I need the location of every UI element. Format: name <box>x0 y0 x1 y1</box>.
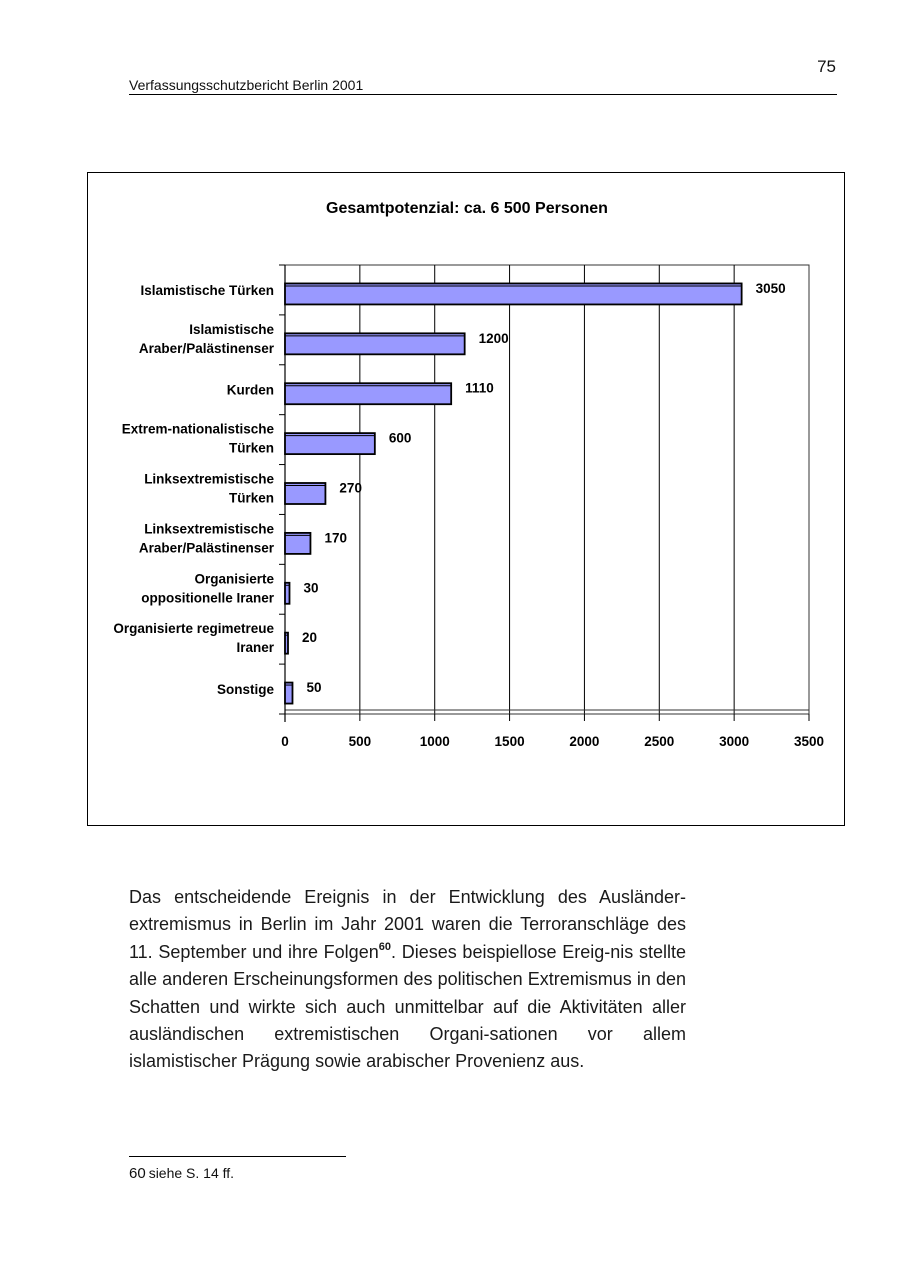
footnote-reference[interactable]: 60 <box>378 940 391 953</box>
bar <box>285 683 292 704</box>
category-label-line: Islamistische <box>189 321 274 337</box>
x-tick-label: 0 <box>281 734 289 749</box>
x-tick-label: 3000 <box>719 734 750 749</box>
chart-frame <box>87 172 845 826</box>
footnote-number: 60 <box>129 1165 146 1182</box>
value-label: 1200 <box>478 330 509 346</box>
category-label-line: Extrem-nationalistische <box>121 421 274 437</box>
value-label: 170 <box>324 530 347 546</box>
category-label-line: Araber/Palästinenser <box>138 340 274 356</box>
category-label <box>122 422 275 456</box>
header-rule <box>129 94 837 95</box>
x-tick-label: 500 <box>348 734 372 749</box>
plot-area <box>285 265 809 714</box>
body-paragraph <box>129 884 686 1076</box>
bar <box>285 333 465 354</box>
category-label-line: Araber/Palästinenser <box>138 540 274 556</box>
category-label <box>141 571 275 605</box>
category-label-line: Türken <box>228 440 274 456</box>
bar <box>285 283 742 304</box>
x-tick-label: 3500 <box>793 734 825 749</box>
paragraph-text-start: Das entscheidende Ereignis in der Entwicklung des Ausländer-extremismus in Berlin im Jahr 2001 waren die Terroranschläge des 11. September und ihre Folgen <box>129 887 686 962</box>
category-label-line: Islamistische Türken <box>140 282 274 298</box>
category-label-line: oppositionelle Iraner <box>141 590 274 606</box>
category-label-line: Organisierte regimetreue <box>113 621 274 637</box>
footnote <box>129 1165 234 1182</box>
page-number: 75 <box>817 57 836 76</box>
category-label <box>140 283 274 298</box>
value-label: 50 <box>306 680 322 696</box>
category-label <box>144 472 274 506</box>
category-label <box>227 383 274 398</box>
bar <box>285 433 375 454</box>
category-label <box>217 682 274 697</box>
footnote-rule <box>129 1156 346 1157</box>
x-tick-label: 2000 <box>569 734 600 749</box>
category-label-line: Iraner <box>236 640 274 656</box>
category-label-line: Kurden <box>226 382 274 398</box>
bar <box>285 583 289 604</box>
bar <box>285 633 288 654</box>
running-head: Verfassungsschutzbericht Berlin 2001 <box>129 77 364 93</box>
category-label-line: Sonstige <box>216 682 274 698</box>
bar-chart <box>88 173 846 827</box>
value-label: 30 <box>303 580 319 596</box>
x-tick-label: 1500 <box>494 734 525 749</box>
value-label: 1110 <box>465 380 494 396</box>
bar <box>285 383 451 404</box>
bar <box>285 483 325 504</box>
x-tick-label: 1000 <box>419 734 450 749</box>
chart-title: Gesamtpotenzial: ca. 6 500 Personen <box>326 200 608 217</box>
category-label <box>139 521 275 555</box>
value-label: 270 <box>339 480 362 496</box>
category-label-line: Organisierte <box>194 571 274 587</box>
footnote-text: siehe S. 14 ff. <box>148 1165 235 1181</box>
paragraph-text-end: . Dieses beispiellose Ereig-nis stellte alle anderen Erscheinungsformen des politischen Extremismus in den Schatten und wirkte sich auch unmittelbar auf die Aktivitäten aller ausländischen extremistischen Organi-sationen vor allem islamistischer Prägung sowie arabischer Provenienz aus. <box>129 941 686 1072</box>
value-label: 3050 <box>755 280 786 296</box>
category-label-line: Türken <box>228 490 274 506</box>
value-label: 20 <box>302 630 318 646</box>
bar <box>285 533 310 554</box>
x-tick-label: 2500 <box>644 734 675 749</box>
value-label: 600 <box>388 430 412 446</box>
category-label-line: Linksextremistische <box>144 521 274 537</box>
category-label <box>113 621 274 655</box>
category-label-line: Linksextremistische <box>144 471 274 487</box>
category-label <box>139 322 275 356</box>
